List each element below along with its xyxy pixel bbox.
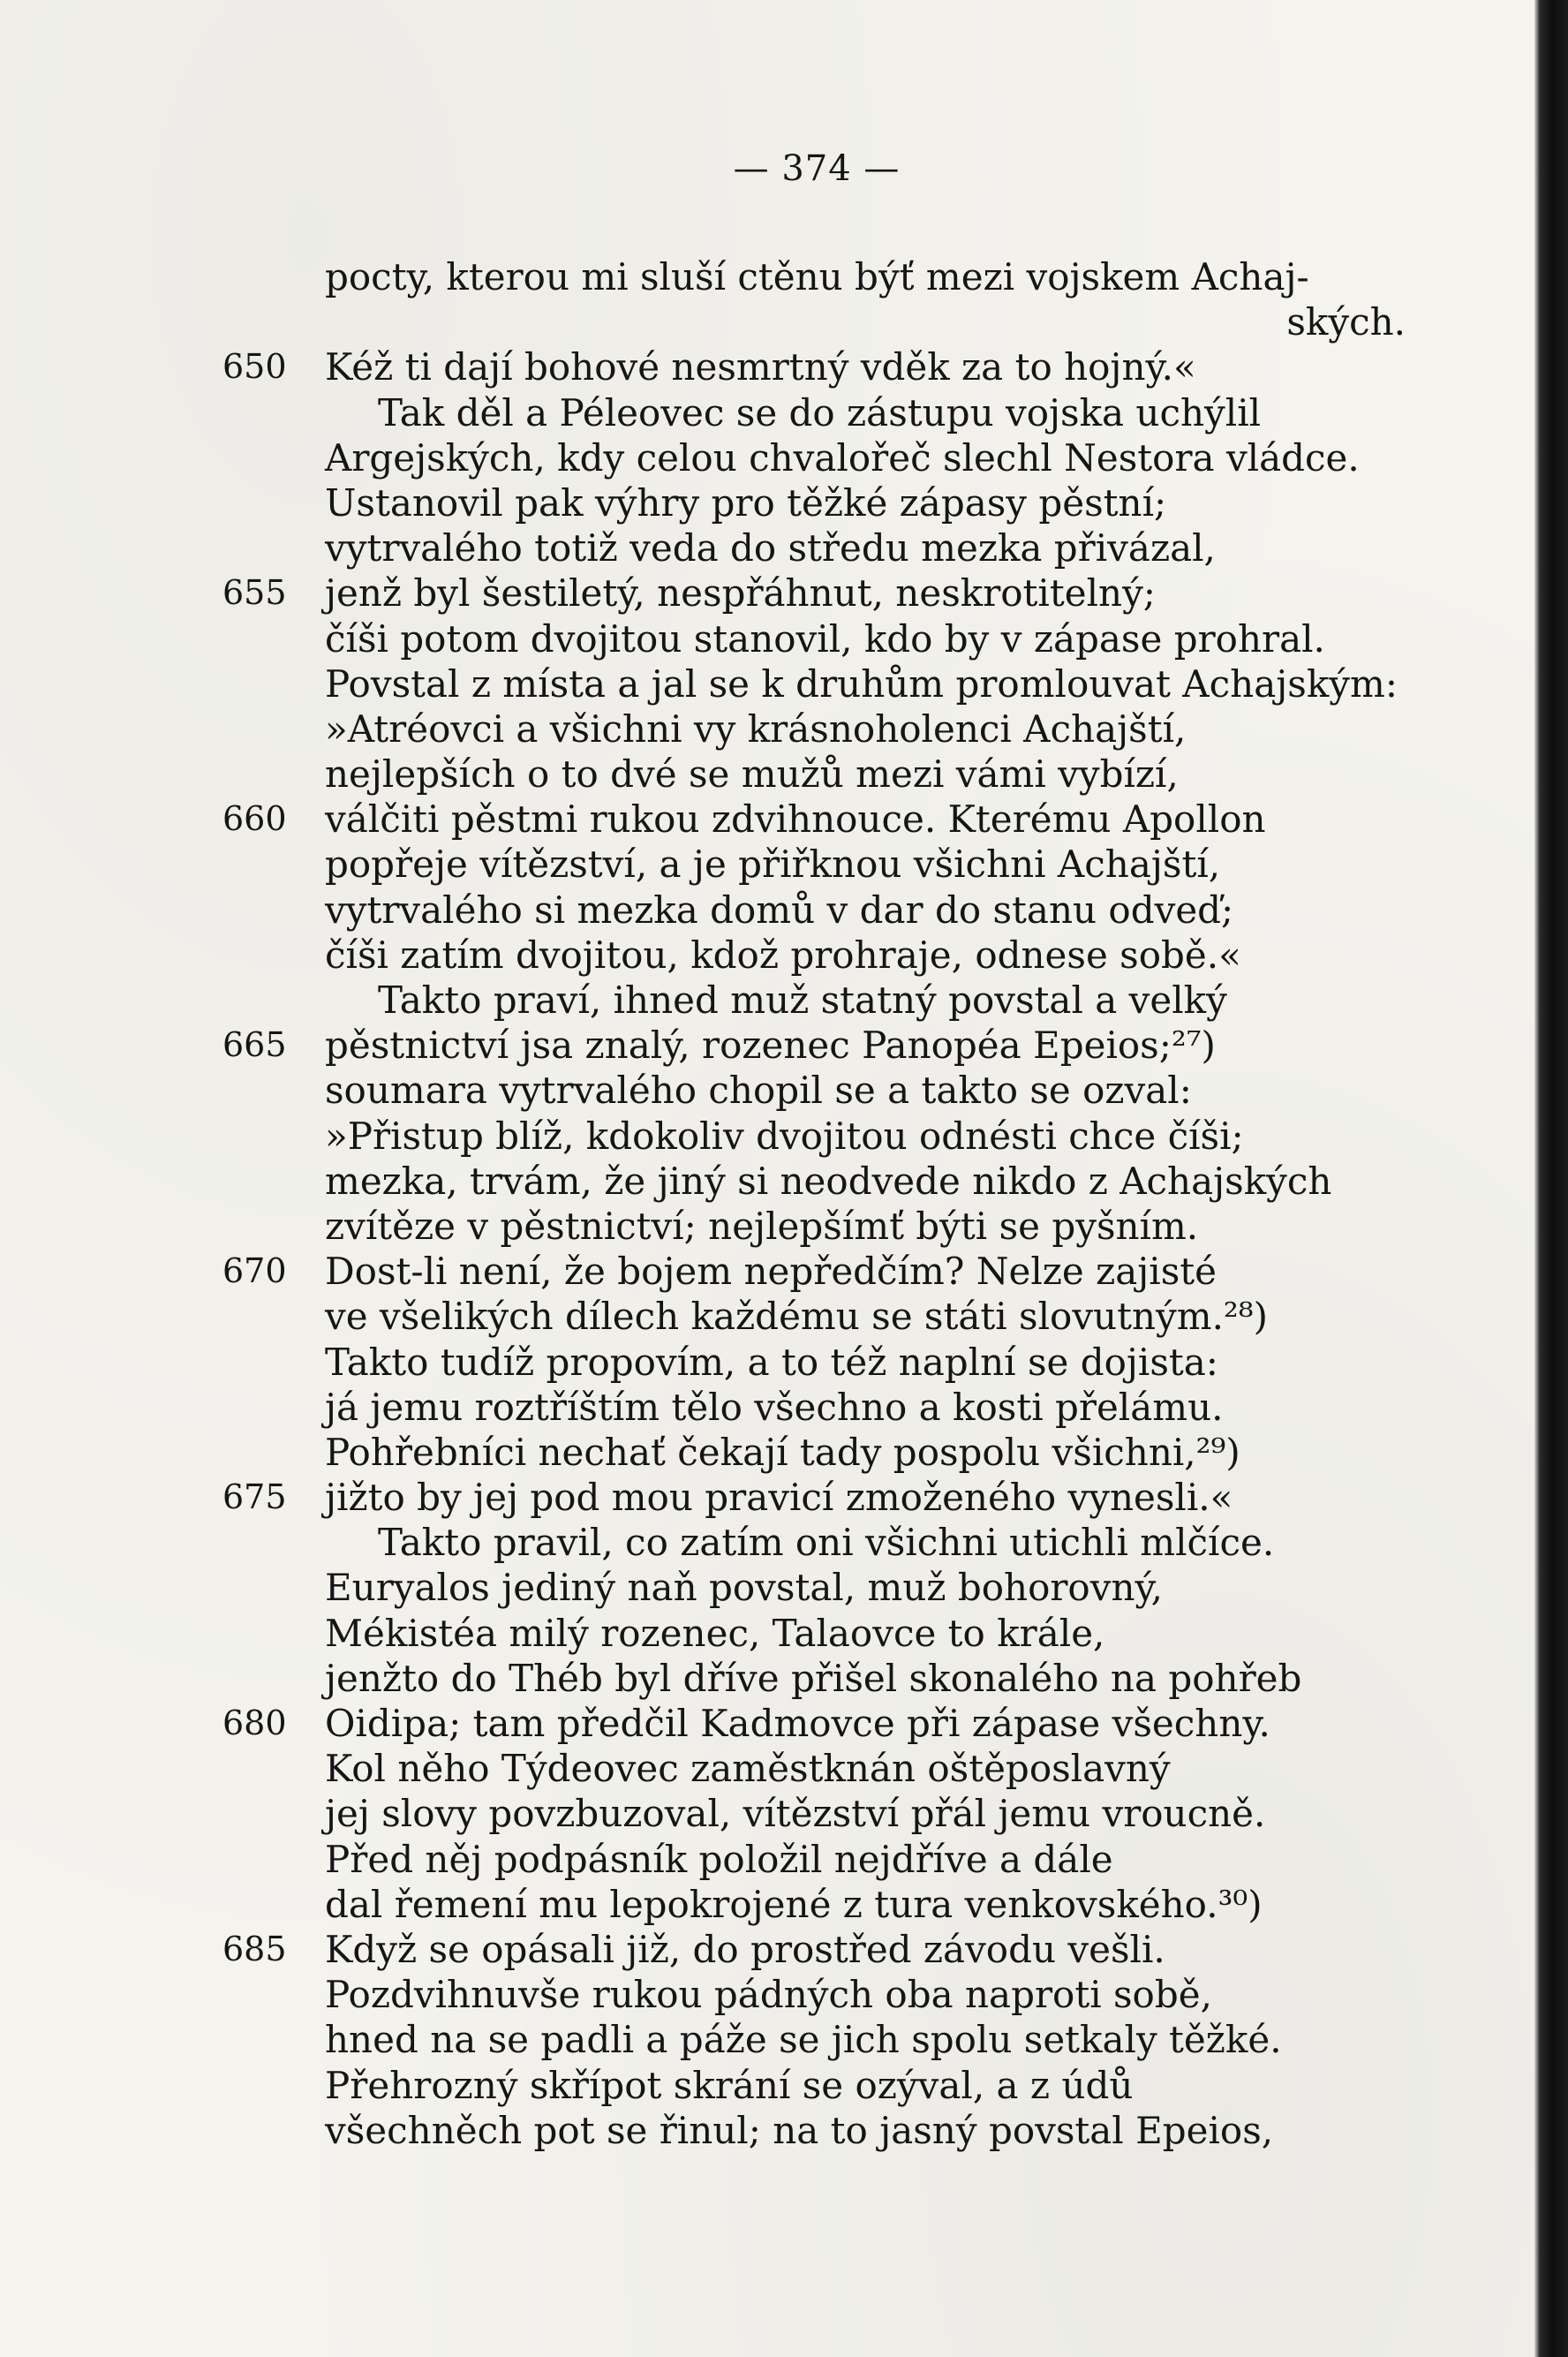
verse-line [222,933,1441,978]
verse-line [222,1475,1441,1520]
verse-line-text: Takto pravil, co zatím oni všichni utichli mlčíce. [378,1521,1275,1565]
verse-line [222,525,1441,570]
verse-line-text: ve všelikých dílech každému se státi slovutným.²⁸) [325,1295,1268,1339]
verse-line-text: Povstal z místa a jal se k druhům promlouvat Achajským: [325,661,1398,706]
verse-line-text: Tak děl a Péleovec se do zástupu vojska uchýlil [378,390,1262,434]
verse-line [222,1656,1441,1701]
verse-line [222,1023,1441,1068]
verse-line [222,797,1441,842]
verse-line-text: Kéž ti dají bohové nesmrtný vděk za to hojný.« [325,345,1196,389]
verse-line-text: pocty, kterou mi sluší ctěnu býť mezi vojskem Achaj- [325,255,1309,298]
verse-line [222,1701,1441,1746]
verse-line-text: »Přistup blíž, kdokoliv dvojitou odnésti chce číši; [325,1114,1244,1158]
verse-line [222,1430,1441,1475]
verse-line-text: popřeje vítězství, a je přiřknou všichni Achajští, [325,842,1221,887]
verse-line-text: soumara vytrvalého chopil se a takto se ozval: [325,1069,1192,1113]
verse-line-text: všechněch pot se řinul; na to jasný povstal Epeios, [325,2108,1274,2152]
line-number: 665 [222,1025,287,1065]
verse-line-text: Mékistéa milý rozenec, Talaovce to krále, [325,1611,1105,1655]
verse-line [222,2108,1441,2153]
verse-line [222,842,1441,887]
verse-line-text: Argejských, kdy celou chvalořeč slechl Nestora vládce. [325,435,1360,480]
verse-line-text: vytrvalého si mezka domů v dar do stanu odveď; [325,888,1234,932]
verse-line [222,1294,1441,1339]
verse-line [222,1385,1441,1430]
verse-line-text: Oidipa; tam předčil Kadmovce při zápase všechny. [325,1702,1270,1745]
verse-line [222,1611,1441,1656]
verse-line [222,1882,1441,1927]
verse-line-text: jenžto do Théb byl dříve přišel skonalého na pohřeb [325,1656,1302,1700]
verse-line [222,706,1441,752]
verse-line-text: jižto by jej pod mou pravicí zmoženého vynesli.« [325,1476,1233,1520]
page-number: — 374 — [733,148,901,189]
verse-line [222,616,1441,661]
line-number: 680 [222,1704,287,1742]
verse-line-text: nejlepších o to dvé se mužů mezi vámi vybízí, [325,752,1179,797]
verse-line-text: mezka, trvám, že jiný si neodvede nikdo z Achajských [325,1159,1332,1203]
verse-line-text: Pozdvihnuvše rukou pádných oba naproti sobě, [325,1973,1212,2017]
verse-line-text: jenž byl šestiletý, nespřáhnut, neskrotitelný; [325,571,1156,616]
verse-line-text: Přehrozný skřípot skrání se ozýval, a z údů [325,2063,1134,2107]
verse-line-text: ských. [1286,300,1406,344]
verse-line-text: Takto praví, ihned muž statný povstal a velký [378,978,1227,1022]
verse-line-text: Pohřebníci nechať čekají tady pospolu všichni,²⁹) [325,1430,1240,1474]
verse-line-text: hned na se padli a páže se jich spolu setkaly těžké. [325,2018,1282,2062]
verse-line [222,344,1441,389]
verse-text-block [222,254,1441,2153]
verse-line [222,1114,1441,1159]
verse-line [222,1340,1441,1385]
verse-line-text: válčiti pěstmi rukou zdvihnouce. Kterému Apollon [325,797,1266,842]
verse-line-text: Dost-li není, že bojem nepředčím? Nelze zajisté [325,1250,1217,1294]
verse-line [222,1927,1441,1972]
line-number: 650 [222,347,287,387]
verse-line [222,390,1441,435]
verse-line [222,1068,1441,1113]
verse-line [222,435,1441,480]
verse-line-text: pěstnictví jsa znalý, rozenec Panopéa Epeios;²⁷) [325,1024,1216,1068]
verse-line-text: »Atréovci a všichni vy krásnoholenci Achajští, [325,706,1187,751]
verse-line [222,1520,1441,1565]
book-spine-shadow [1534,0,1568,2357]
verse-line-text: Když se opásali již, do prostřed závodu vešli. [325,1927,1165,1971]
verse-line [222,978,1441,1023]
verse-line [222,752,1441,797]
verse-line-text: já jemu roztříštím tělo všechno a kosti přelámu. [325,1385,1224,1429]
verse-line [222,1565,1441,1610]
line-number: 685 [222,1929,287,1968]
verse-line [222,480,1441,525]
verse-line [222,254,1441,299]
line-number: 670 [222,1251,287,1291]
verse-line-text: Ustanovil pak výhry pro těžké zápasy pěstní; [325,480,1167,525]
verse-line-text: zvítěze v pěstnictví; nejlepšímť býti se pyšním. [325,1204,1199,1248]
verse-line [222,1837,1441,1882]
verse-line [222,1204,1441,1249]
verse-line-text: Před něj podpásník položil nejdříve a dále [325,1837,1113,1881]
verse-line [222,299,1441,344]
verse-line-text: Euryalos jediný naň povstal, muž bohorovný, [325,1566,1163,1610]
line-number: 675 [222,1477,287,1517]
verse-line-text: vytrvalého totiž veda do středu mezka přivázal, [325,526,1216,570]
verse-line [222,570,1441,616]
verse-line [222,888,1441,933]
line-number: 660 [222,799,287,839]
verse-line [222,1972,1441,2017]
verse-line-text: číši zatím dvojitou, kdož prohraje, odnese sobě.« [325,933,1241,977]
verse-line [222,1249,1441,1294]
verse-line [222,2017,1441,2062]
verse-line-text: jej slovy povzbuzoval, vítězství přál jemu vroucně. [325,1792,1266,1836]
verse-line [222,2063,1441,2108]
verse-line-text: Kol něho Týdeovec zaměstknán oštěposlavný [325,1747,1171,1791]
verse-line [222,1159,1441,1204]
verse-line-text: číši potom dvojitou stanovil, kdo by v zápase prohral. [325,616,1325,661]
verse-line [222,661,1441,706]
verse-line [222,1791,1441,1836]
verse-line-text: Takto tudíž propovím, a to též naplní se dojista: [325,1340,1218,1384]
verse-line [222,1746,1441,1791]
line-number: 655 [222,573,287,613]
verse-line-text: dal řemení mu lepokrojené z tura venkovského.³⁰) [325,1882,1263,1926]
